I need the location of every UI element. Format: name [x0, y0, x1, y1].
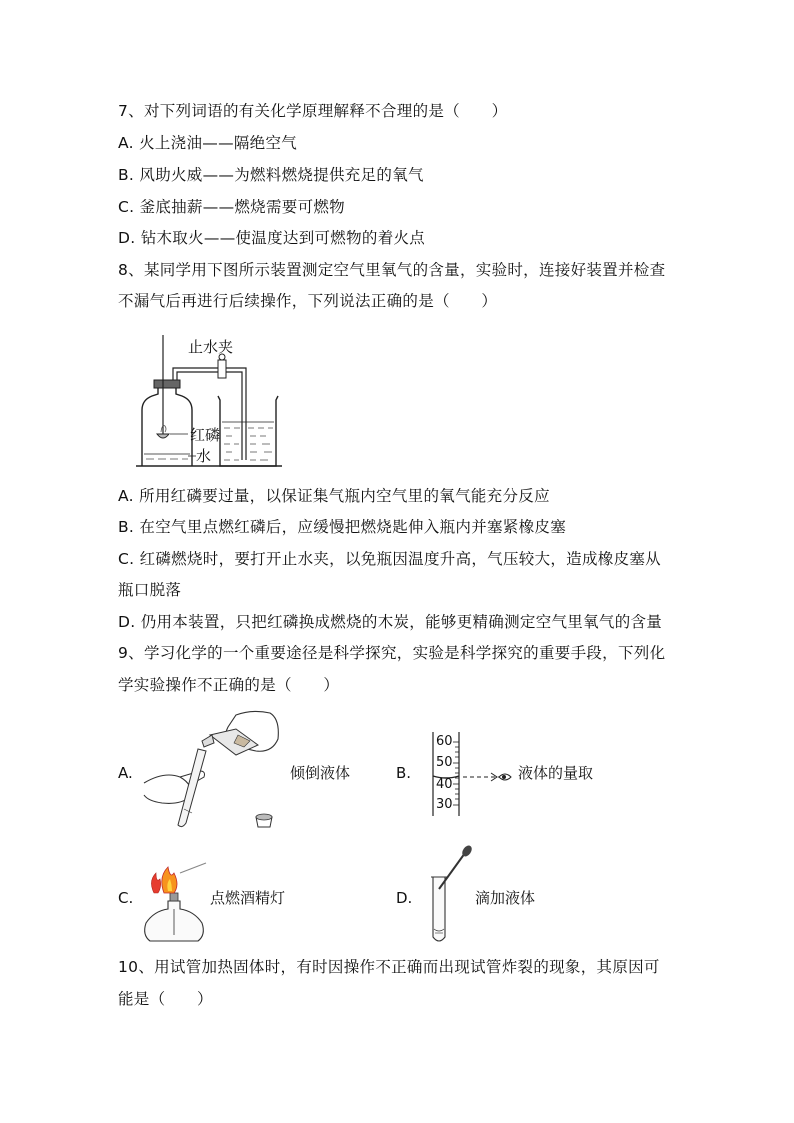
- tick-60: 60: [436, 734, 453, 749]
- q9-choice-d-letter: D.: [396, 889, 413, 907]
- q7-option-a: A. 火上浇油——隔绝空气: [118, 134, 298, 152]
- q9-choice-a-letter: A.: [118, 764, 133, 782]
- q8-option-a: A. 所用红磷要过量，以保证集气瓶内空气里的氧气能充分反应: [118, 487, 550, 505]
- q9-choice-d-caption: 滴加液体: [475, 889, 536, 907]
- q7-option-c: C. 釜底抽薪——燃烧需要可燃物: [118, 198, 345, 216]
- q9-choice-c-letter: C.: [118, 889, 134, 907]
- q8-option-d: D. 仍用本装置，只把红磷换成燃烧的木炭，能够更精确测定空气里氧气的含量: [118, 613, 663, 631]
- q8-option-b: B. 在空气里点燃红磷后，应缓慢把燃烧匙伸入瓶内并塞紧橡皮塞: [118, 518, 566, 536]
- q7-option-b: B. 风助火威——为燃料燃烧提供充足的氧气: [118, 166, 424, 184]
- q8-stem-line2: 不漏气后再进行后续操作，下列说法正确的是（ ）: [118, 292, 498, 310]
- q8-option-c: C. 红磷燃烧时，要打开止水夹，以免瓶因温度升高，气压较大，造成橡皮塞从: [118, 550, 661, 568]
- q9-stem-line1: 9、学习化学的一个重要途径是科学探究，实验是科学探究的重要手段，下列化: [118, 644, 666, 662]
- tick-50: 50: [436, 755, 453, 770]
- q9-choice-b-letter: B.: [396, 764, 412, 782]
- alcohol-lamp-illustration: [140, 855, 210, 945]
- q8-stem-line1: 8、某同学用下图所示装置测定空气里氧气的含量，实验时，连接好装置并检查: [118, 261, 666, 279]
- red-phosphorus-label: 红磷: [190, 426, 221, 444]
- q10-stem-line1: 10、用试管加热固体时，有时因操作不正确而出现试管炸裂的现象，其原因可: [118, 958, 660, 976]
- pouring-liquid-illustration: [140, 705, 290, 830]
- q8-option-c-cont: 瓶口脱落: [118, 581, 182, 599]
- clamp-label: 止水夹: [188, 338, 234, 356]
- tick-40: 40: [436, 777, 453, 792]
- tick-30: 30: [436, 797, 453, 812]
- q9-stem-line2: 学实验操作不正确的是（ ）: [118, 676, 340, 694]
- q7-option-d: D. 钻木取火——使温度达到可燃物的着火点: [118, 229, 426, 247]
- q9-choice-c-caption: 点燃酒精灯: [210, 889, 286, 907]
- dropper-test-tube-illustration: [425, 843, 475, 945]
- q7-stem: 7、对下列词语的有关化学原理解释不合理的是（ ）: [118, 102, 508, 120]
- water-label: 水: [196, 447, 212, 465]
- q10-stem-line2: 能是（ ）: [118, 990, 213, 1008]
- q9-choice-b-caption: 液体的量取: [518, 764, 594, 782]
- q9-choice-a-caption: 倾倒液体: [290, 764, 351, 782]
